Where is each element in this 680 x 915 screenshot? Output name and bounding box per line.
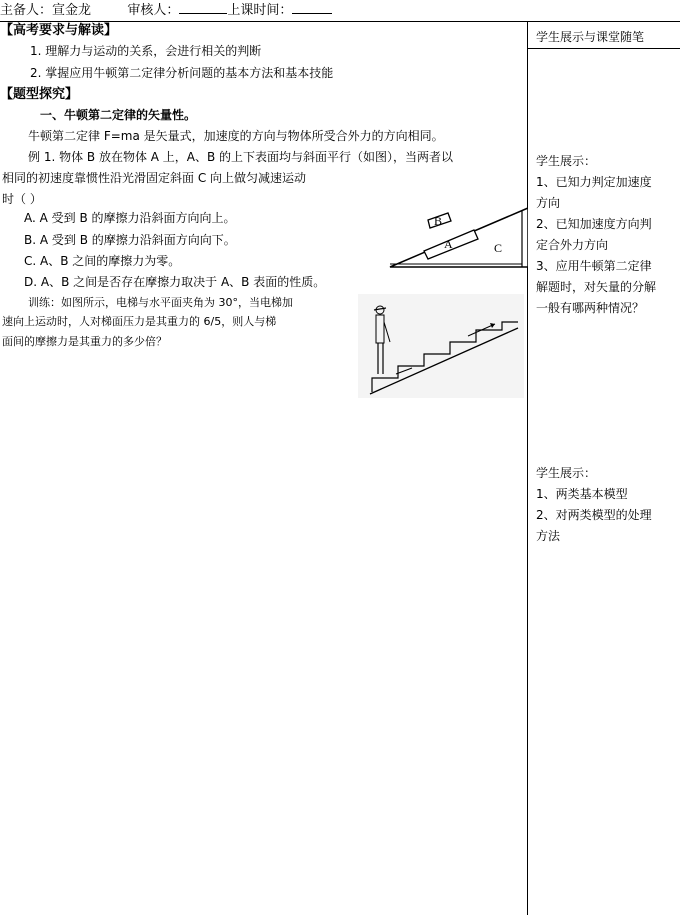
section-title-requirements: 【高考要求与解读】 <box>0 23 118 38</box>
sidebar-block1-line-4: 定合外力方向 <box>536 238 609 252</box>
option-b: B. A 受到 B 的摩擦力沿斜面方向向下。 <box>24 233 236 247</box>
reviewer-blank <box>179 0 227 14</box>
training-line-1: 训练：如图所示，电梯与水平面夹角为 30°，当电梯加 <box>28 296 293 309</box>
example-line-2: 相同的初速度靠惯性沿光滑固定斜面 C 向上做匀减速运动 <box>2 171 307 185</box>
section-title-explore: 【题型探究】 <box>0 87 79 102</box>
sidebar-block1-line-1: 1、已知力判定加速度 <box>536 175 652 189</box>
sidebar-block1-title: 学生展示： <box>536 154 597 168</box>
class-time-blank <box>292 0 332 14</box>
sidebar-block1-line-2: 方向 <box>536 196 561 210</box>
reviewer-label: 审核人： <box>127 3 180 18</box>
sidebar-block2-line-2: 2、对两类模型的处理 <box>536 508 652 522</box>
block-b-label: B <box>434 214 443 228</box>
option-c: C. A、B 之间的摩擦力为零。 <box>24 254 181 268</box>
sidebar-block2-line-1: 1、两类基本模型 <box>536 487 628 501</box>
column-divider <box>527 21 528 915</box>
incline-figure <box>388 196 528 270</box>
sidebar-block1-line-7: 一般有哪两种情况？ <box>536 301 645 315</box>
requirement-item-2: 2. 掌握应用牛顿第二定律分析问题的基本方法和基本技能 <box>30 66 334 80</box>
option-d: D. A、B 之间是否存在摩擦力取决于 A、B 表面的性质。 <box>24 275 326 289</box>
requirement-item-1: 1. 理解力与运动的关系，会进行相关的判断 <box>30 44 262 58</box>
class-time-label: 上课时间： <box>227 3 293 18</box>
training-line-2: 速向上运动时，人对梯面压力是其重力的 6/5，则人与梯 <box>2 315 277 328</box>
subsection-title: 一、牛顿第二定律的矢量性。 <box>40 108 197 122</box>
preparer-label: 主备人： <box>0 3 53 18</box>
sidebar-block2-title: 学生展示： <box>536 466 597 480</box>
preparer-name: 宣金龙 <box>52 3 92 18</box>
sidebar-block2-line-3: 方法 <box>536 529 561 543</box>
sidebar-block1-line-3: 2、已知加速度方向判 <box>536 217 652 231</box>
sidebar-block1-line-5: 3、应用牛顿第二定律 <box>536 259 652 273</box>
option-a: A. A 受到 B 的摩擦力沿斜面方向向上。 <box>24 211 236 225</box>
sidebar-heading-border <box>527 48 680 49</box>
block-a-label: A <box>444 237 453 251</box>
example-line-1: 例 1. 物体 B 放在物体 A 上，A、B 的上下表面均与斜面平行（如图），当两者以 <box>28 150 454 164</box>
sidebar-heading: 学生展示与课堂随笔 <box>536 30 645 44</box>
newton-statement: 牛顿第二定律 F=ma 是矢量式，加速度的方向与物体所受合外力的方向相同。 <box>28 129 444 143</box>
training-line-3: 面间的摩擦力是其重力的多少倍？ <box>2 335 167 348</box>
header-line <box>0 0 332 20</box>
sidebar-block1-line-6: 解题时，对矢量的分解 <box>536 280 657 294</box>
escalator-figure <box>358 294 524 398</box>
incline-c-label: C <box>494 241 503 255</box>
example-line-3: 时（ ） <box>2 192 42 206</box>
